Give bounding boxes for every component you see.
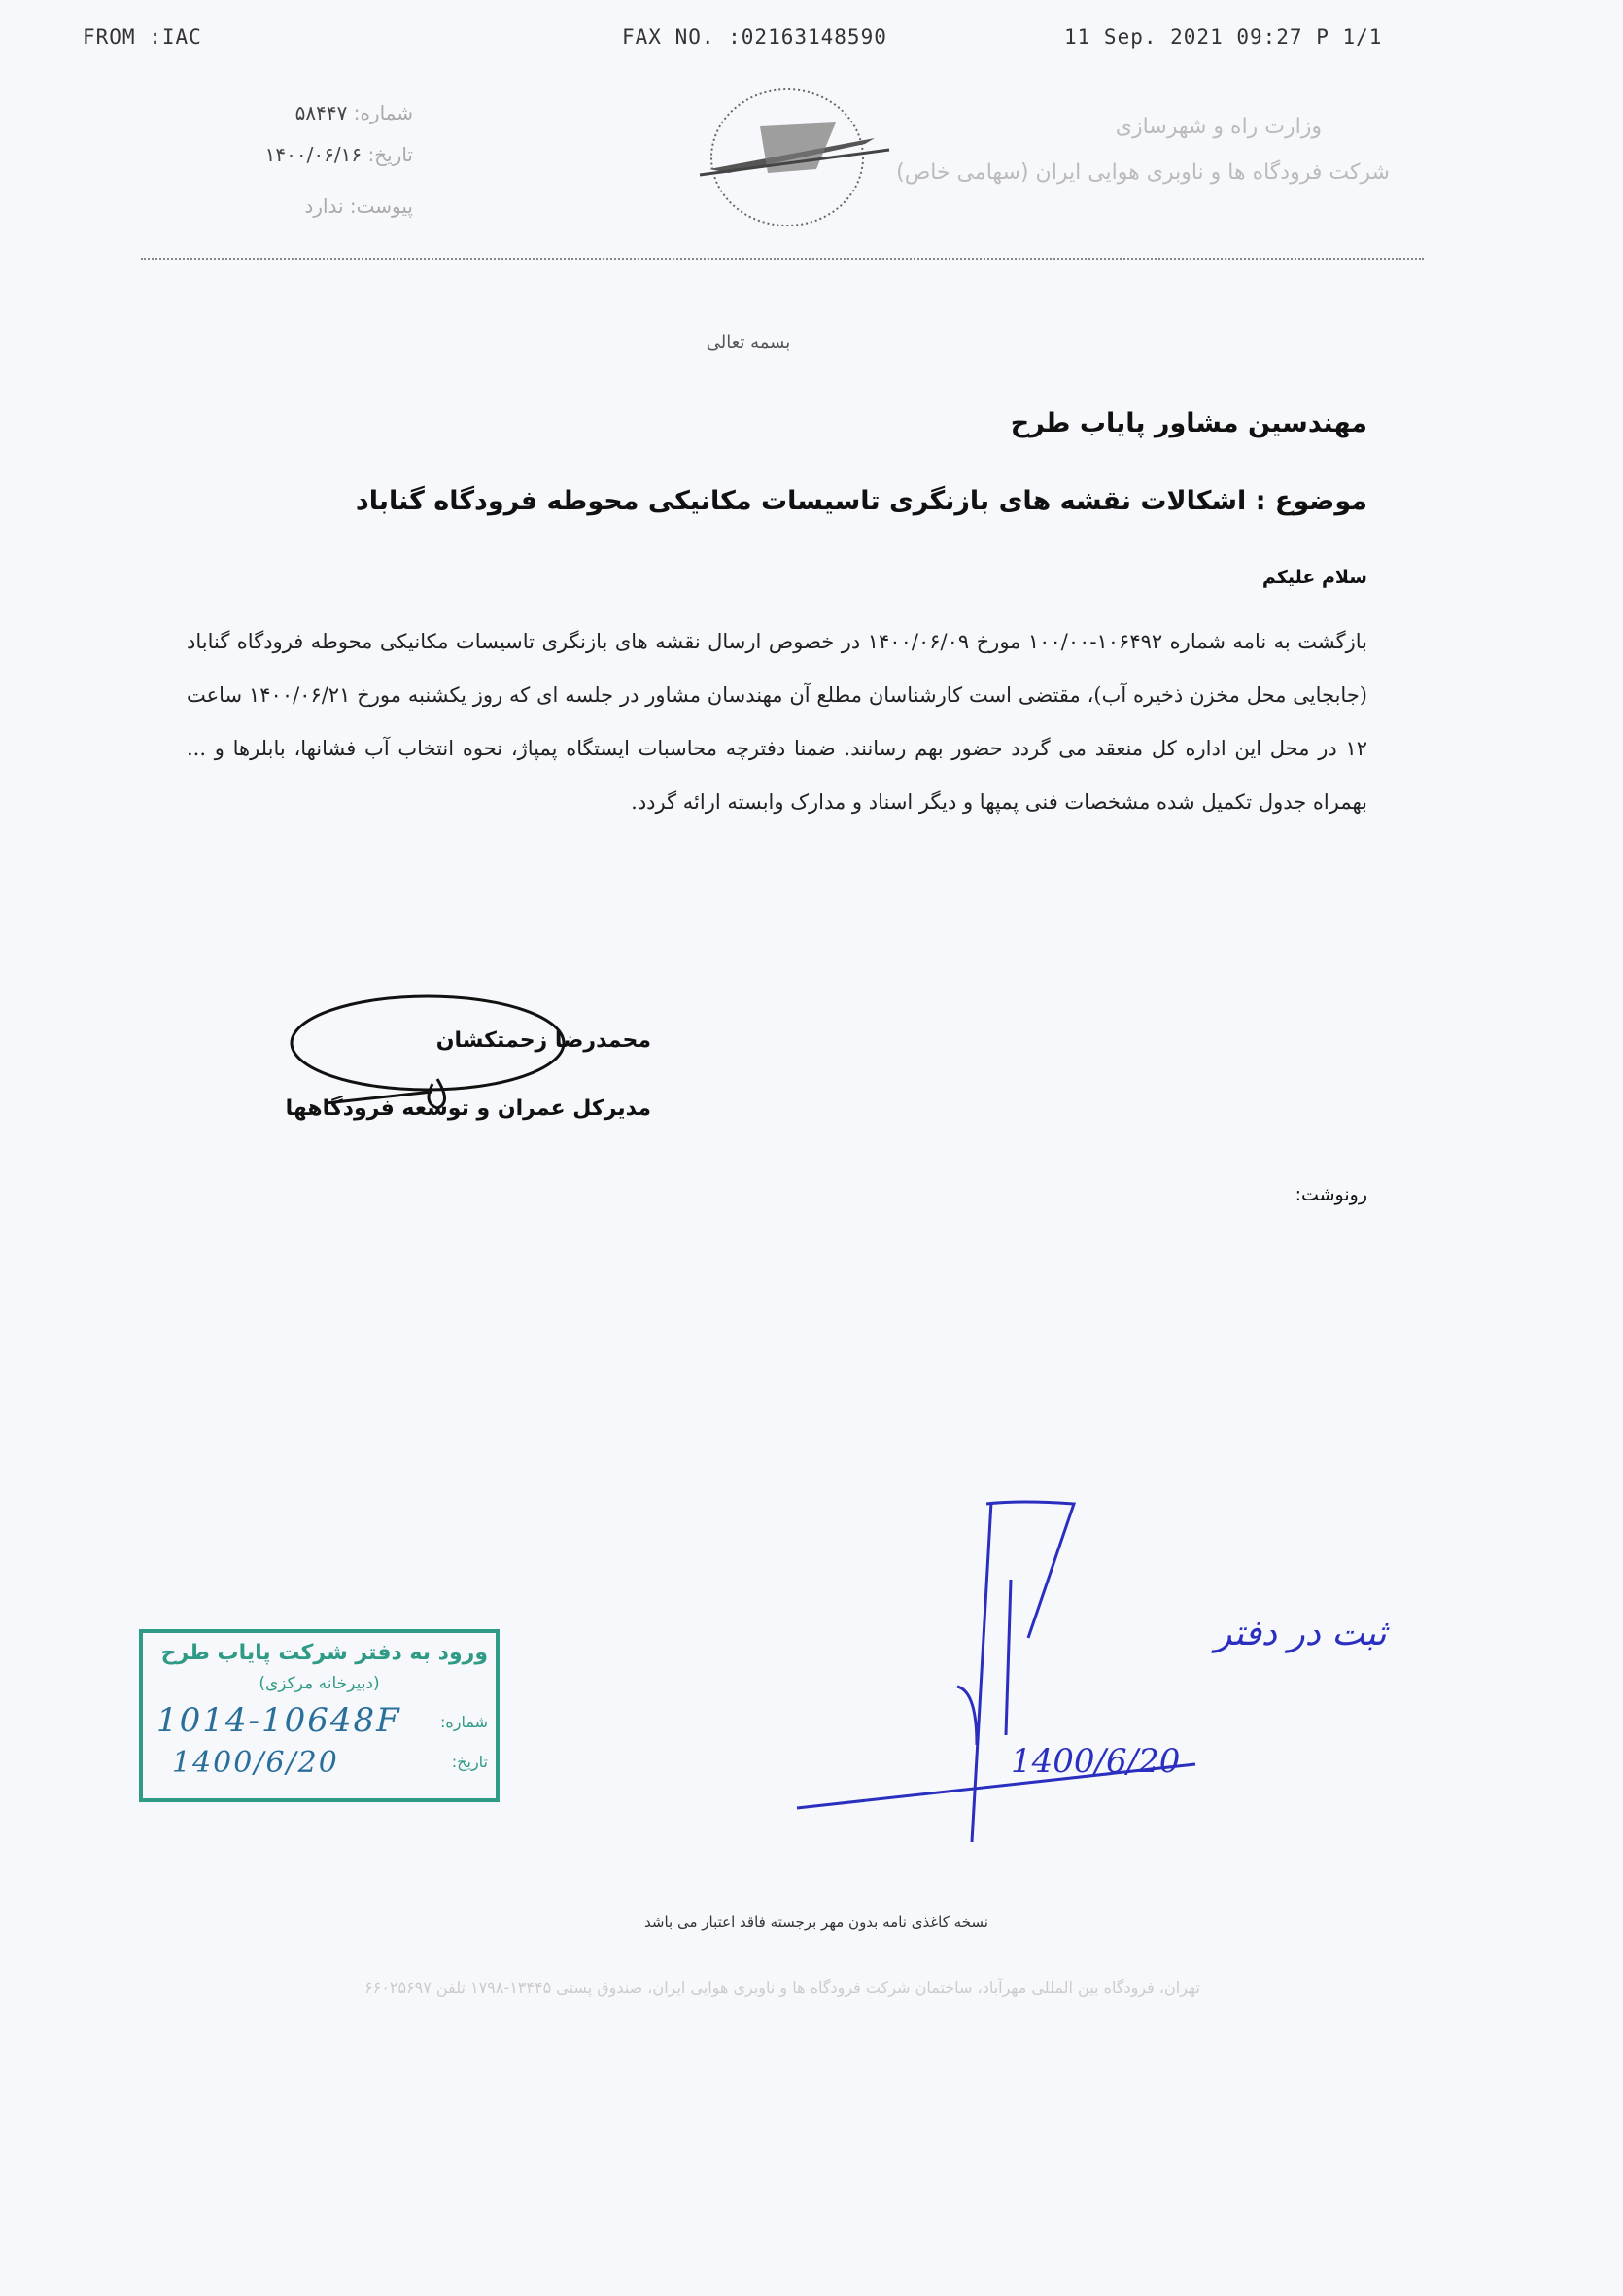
letter-attachment-value: ندارد	[304, 194, 344, 218]
letter-attachment-label: پیوست:	[349, 194, 413, 218]
org-header-line2: شرکت فرودگاه ها و ناوبری هوایی ایران (سهامی خاص)	[896, 160, 1390, 185]
handwritten-signature	[787, 1492, 1225, 1852]
bismillah: بسمه تعالی	[706, 332, 791, 353]
footer-validity-note: نسخه کاغذی نامه بدون مهر برجسته فاقد اعتبار می باشد	[644, 1913, 988, 1931]
greeting: سلام علیکم	[1261, 567, 1367, 588]
letter-attachment	[304, 194, 413, 218]
stamp-date-value: 1400/6/20	[172, 1746, 339, 1780]
letter-number-value: ۵۸۴۴۷	[294, 101, 348, 124]
letter-date	[265, 143, 413, 166]
cc-label: رونوشت:	[1295, 1184, 1367, 1205]
fax-number: FAX NO. :02163148590	[622, 25, 887, 49]
fax-from: FROM :IAC	[83, 25, 202, 49]
stamp-title: ورود به دفتر شرکت پایاب طرح	[160, 1641, 488, 1665]
letter-date-value: ۱۴۰۰/۰۶/۱۶	[264, 143, 363, 166]
header-separator	[141, 258, 1424, 260]
letter-number-label: شماره:	[353, 101, 413, 124]
letter-subject: موضوع : اشکالات نقشه های بازنگری تاسیسات مکانیکی محوطه فرودگاه گناباد	[355, 486, 1367, 516]
handwritten-note: ثبت در دفتر	[1215, 1614, 1387, 1653]
signer-name: محمدرضا زحمتکشان	[435, 1028, 651, 1053]
fax-datetime: 11 Sep. 2021 09:27 P 1/1	[1064, 25, 1383, 49]
letter-body: بازگشت به نامه شماره ۱۰۶۴۹۲-۱۰۰/۰۰ مورخ ۱۴۰۰/۰۶/۰۹ در خصوص ارسال نقشه های بازنگری تاسیسات مکانیکی محوطه فرودگاه گناباد (جابجایی محل مخزن ذخیره آب)، مقتضی است کارشناسان مطلع آن مهندسان مشاور در جلسه ای که روز یکشنبه مورخ ۱۴۰۰/۰۶/۲۱ ساعت ۱۲ در محل این اداره کل منعقد می گردد حضور بهم رسانند. ضمنا دفترچه محاسبات ایستگاه پمپاژ، نحوه انتخاب آب فشانها، بابلرها و ... بهمراه جدول تکمیل شده مشخصات فنی پمپها و دیگر اسناد و مدارک وابسته ارائه گردد.	[187, 630, 1367, 814]
stamp-number-label: شماره:	[439, 1713, 488, 1731]
letter-number	[295, 101, 413, 124]
org-header-line1: وزارت راه و شهرسازی	[1115, 115, 1322, 139]
stamp-number-value: 1014-10648F	[156, 1701, 401, 1740]
footer-address: تهران، فرودگاه بین المللی مهرآباد، ساختمان شرکت فرودگاه ها و ناوبری هوایی ایران، صندوق پستی ۱۳۴۴۵-۱۷۹۸ تلفن ۶۶۰۲۵۶۹۷	[364, 1978, 1200, 1997]
letter-date-label: تاریخ:	[367, 143, 413, 166]
addressee: مهندسین مشاور پایاب طرح	[1010, 408, 1367, 438]
stamp-subtitle: (دبیرخانه مرکزی)	[259, 1674, 380, 1693]
received-stamp	[139, 1629, 500, 1802]
organization-logo	[671, 80, 904, 235]
signer-title: مدیرکل عمران و توسعه فرودگاهها	[285, 1096, 651, 1121]
stamp-date-label: تاریخ:	[451, 1753, 488, 1771]
handwritten-date: 1400/6/20	[1011, 1742, 1181, 1781]
